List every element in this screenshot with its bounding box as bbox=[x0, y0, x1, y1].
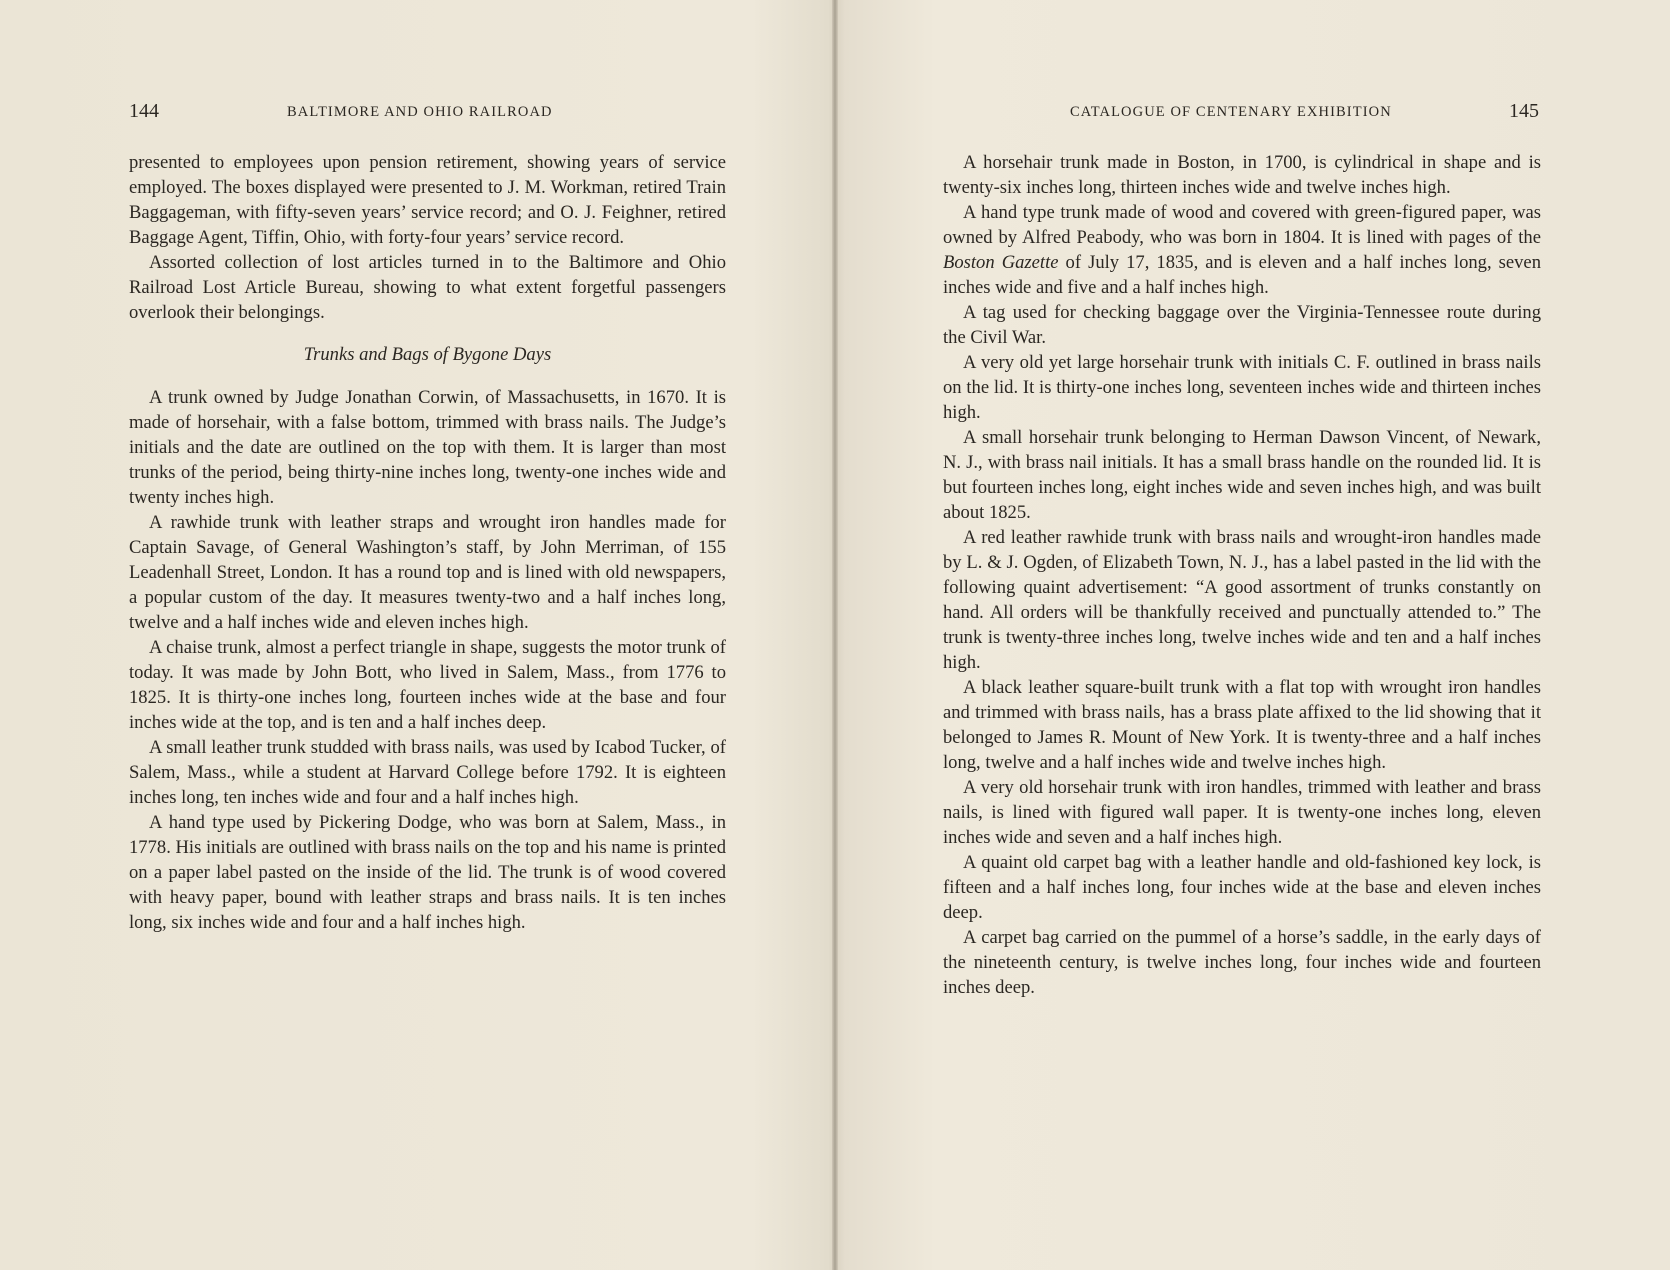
paragraph: A tag used for checking baggage over the Virginia-Tennessee route during the Civil War. bbox=[943, 302, 1541, 348]
paragraph: A small horsehair trunk belonging to Herman Dawson Vincent, of Newark, N. J., with brass nail initials. It has a small brass handle on the rounded lid. It is but fourteen inches long, eight inches wide and seven inches high, and was built about 1825. bbox=[943, 427, 1541, 523]
right-page-body bbox=[943, 150, 1541, 1000]
paragraph: A carpet bag carried on the pummel of a horse’s saddle, in the early days of the nineteenth century, is twelve inches long, four inches wide and fourteen inches deep. bbox=[943, 927, 1541, 998]
paragraph: A black leather square-built trunk with a flat top with wrought iron handles and trimmed with brass nails, has a brass plate affixed to the lid showing that it belonged to James R. Mount of New York. It is twenty-three and a half inches long, twelve and a half inches wide and twelve inches high. bbox=[943, 677, 1541, 773]
left-page-number: 144 bbox=[129, 100, 159, 122]
right-running-title: CATALOGUE OF CENTENARY EXHIBITION bbox=[1070, 104, 1392, 120]
left-page-header bbox=[129, 100, 726, 130]
paragraph: A trunk owned by Judge Jonathan Corwin, of Massachusetts, in 1670. It is made of horsehair, with a false bottom, trimmed with brass nails. The Judge’s initials and the date are outlined on the top with them. It is larger than most trunks of the period, being thirty-nine inches long, twenty-one inches wide and twenty inches high. bbox=[129, 387, 726, 508]
newspaper-title: Boston Gazette bbox=[943, 252, 1059, 273]
paragraph: A quaint old carpet bag with a leather handle and old-fashioned key lock, is fifteen and a half inches long, four inches wide at the base and eleven inches deep. bbox=[943, 852, 1541, 923]
paragraph: A horsehair trunk made in Boston, in 1700, is cylindrical in shape and is twenty-six inches long, thirteen inches wide and twelve inches high. bbox=[943, 152, 1541, 198]
left-page bbox=[129, 0, 726, 1270]
paragraph: presented to employees upon pension retirement, showing years of service employed. The boxes displayed were presented to J. M. Workman, retired Train Baggageman, with fifty-seven years’ service record; and O. J. Feighner, retired Baggage Agent, Tiffin, Ohio, with forty-four years’ service record. bbox=[129, 152, 726, 248]
right-page bbox=[943, 0, 1541, 1270]
paragraph bbox=[943, 200, 1541, 300]
paragraph-text: A hand type trunk made of wood and covered with green-figured paper, was owned by Alfred Peabody, who was born in 1804. It is lined with pages of the bbox=[943, 202, 1541, 248]
paragraph-text: of July 17, 1835, and is eleven and a half inches long, seven inches wide and five and a half inches high. bbox=[943, 252, 1541, 298]
left-running-title: BALTIMORE AND OHIO RAILROAD bbox=[287, 104, 553, 120]
right-page-header bbox=[943, 100, 1541, 130]
section-heading: Trunks and Bags of Bygone Days bbox=[303, 344, 552, 365]
right-page-number: 145 bbox=[1509, 100, 1539, 122]
paragraph: A chaise trunk, almost a perfect triangle in shape, suggests the motor trunk of today. It was made by John Bott, who lived in Salem, Mass., from 1776 to 1825. It is thirty-one inches long, fourteen inches wide at the base and four inches wide at the top, and is ten and a half inches deep. bbox=[129, 637, 726, 733]
paragraph: A red leather rawhide trunk with brass nails and wrought-iron handles made by L. & J. Ogden, of Elizabeth Town, N. J., has a label pasted in the lid with the following quaint advertisement: “A good assortment of trunks constantly on hand. All orders will be thankfully received and punctually attended to.” The trunk is twenty-three inches long, twelve inches wide and ten and a half inches high. bbox=[943, 527, 1541, 673]
paragraph: A very old horsehair trunk with iron handles, trimmed with leather and brass nails, is lined with figured wall paper. It is twenty-one inches long, eleven inches wide and seven and a half inches high. bbox=[943, 777, 1541, 848]
book-gutter bbox=[832, 0, 838, 1270]
left-page-body bbox=[129, 150, 726, 935]
paragraph: Assorted collection of lost articles turned in to the Baltimore and Ohio Railroad Lost Article Bureau, showing to what extent forgetful passengers overlook their belongings. bbox=[129, 252, 726, 323]
paragraph: A very old yet large horsehair trunk with initials C. F. outlined in brass nails on the lid. It is thirty-one inches long, seventeen inches wide and thirteen inches high. bbox=[943, 352, 1541, 423]
paragraph: A hand type used by Pickering Dodge, who was born at Salem, Mass., in 1778. His initials are outlined with brass nails on the top and his name is printed on a paper label pasted on the inside of the lid. The trunk is of wood covered with heavy paper, bound with leather straps and brass nails. It is ten inches long, six inches wide and four and a half inches high. bbox=[129, 812, 726, 933]
paragraph: A rawhide trunk with leather straps and wrought iron handles made for Captain Savage, of General Washington’s staff, by John Merriman, of 155 Leadenhall Street, London. It has a round top and is lined with old newspapers, a popular custom of the day. It measures twenty-two and a half inches long, twelve and a half inches wide and eleven inches high. bbox=[129, 512, 726, 633]
paragraph: A small leather trunk studded with brass nails, was used by Icabod Tucker, of Salem, Mass., while a student at Harvard College before 1792. It is eighteen inches long, ten inches wide and four and a half inches high. bbox=[129, 737, 726, 808]
